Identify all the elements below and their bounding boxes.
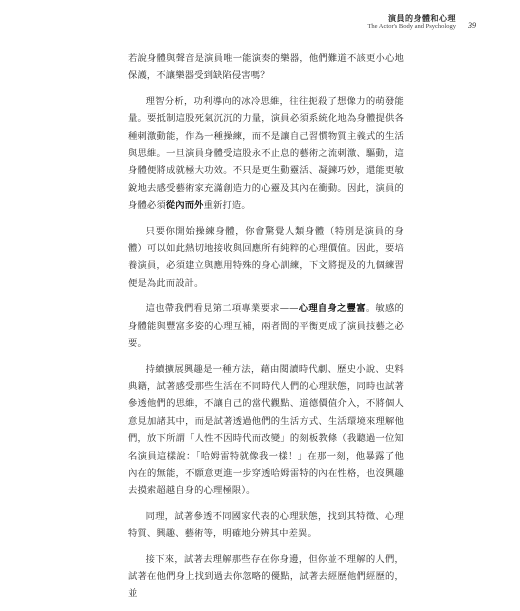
paragraph-text: 若說身體與聲音是演員唯一能演奏的樂器，他們難道不該更小心地保護，不讓樂器受到缺陷侵害嗎？ [128, 53, 404, 82]
paragraph-text: 只要你開始操練身體，你會驚覺人類身體（特別是演員的身體）可以如此熱切地接收與回應所有純粹的心理價值。因此，要培養演員，必須建立與應用特殊的身心訓練，下文將提及的九個練習便是為此而設計。 [128, 225, 404, 289]
paragraph-text: 。敏感的身體能與豐富多姿的心理互補，兩者間的平衡更成了演員技藝之必要。 [128, 303, 404, 350]
paragraph-text: 理智分析，功利導向的冰冷思維，往往扼殺了想像力的萌發能量。要抵制這股死氣沉沉的力量，演員必須系統化地為身體提供各種刺激動能，作為一種操練，而不是讓自己習慣物質主義式的生活與思維。一旦演員身體受這股永不止息的藝術之流刺激、驅動，這身體便將成就極大功效。不只是更生動靈活、凝鍊巧妙，還能更敏銳地去感受藝術家充滿創造力的心靈及其內在衝動。因此，演員的身體必須 [128, 95, 404, 212]
running-head-subtitle: The Actor's Body and Psychology [367, 23, 456, 31]
body-paragraph [128, 361, 404, 500]
page-number: 39 [468, 21, 476, 30]
body-paragraph [128, 50, 404, 85]
paragraph-text: 同理，試著參透不同國家代表的心理狀態，找到其特徵、心理特質、興趣、藝術等，明確地分辨其中差異。 [128, 510, 404, 540]
body-paragraph [128, 551, 404, 603]
paragraph-text: 持續擴展興趣是一種方法，藉由閱讀時代劇、歷史小說、史料典籍，試著感受那些生活在不同時代人們的心理狀態，同時也試著參透他們的思維，不讓自己的當代觀點、道德價值介入，不將個人意見加諸其中，而是試著透過他們的生活方式、生活環境來理解他們，放下所謂「人性不因時代而改變」的刻板教條（我聽過一位知名演員這樣說：「哈姆雷特就像我一樣！」在那一刻，他暴露了他內在的無能，不願意更進一步穿透哈姆雷特的內在性格，也沒興趣去摸索超越自身的心理極限）。 [128, 363, 404, 497]
body-paragraph [128, 300, 404, 352]
paragraph-text: 重新打造。 [203, 200, 251, 212]
emphasis-text: 從內而外 [165, 200, 204, 212]
running-head [236, 14, 456, 31]
running-head-title: 演員的身體和心理 [388, 13, 456, 23]
paragraph-text: 接下來，試著去理解那些存在你身邊，但你並不理解的人們，試著在他們身上找到過去你忽略的優點，試著去經歷他們經歷的，並 [128, 553, 404, 600]
body-paragraph [128, 93, 404, 215]
body-paragraph [128, 223, 404, 293]
body-paragraph [128, 508, 404, 543]
paragraph-text: 這也帶我們看見第二項專業要求—— [145, 303, 299, 315]
body-text [128, 50, 404, 611]
emphasis-text: 心理自身之豐富 [298, 303, 366, 315]
